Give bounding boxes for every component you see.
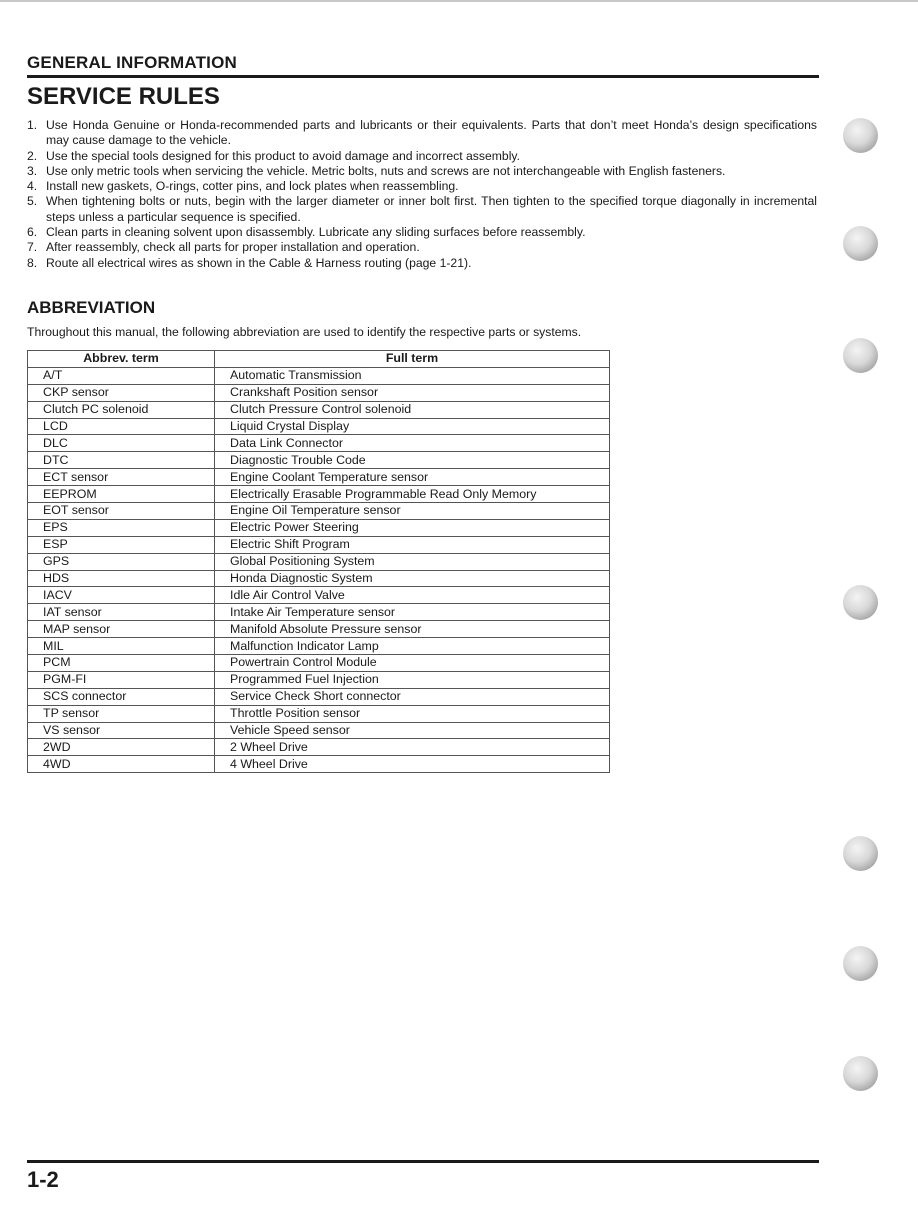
abbrev-term-cell: LCD: [28, 418, 215, 435]
table-row: [28, 587, 610, 604]
full-term-cell: Electrically Erasable Programmable Read Only Memory: [215, 486, 610, 503]
abbrev-term-cell: HDS: [28, 570, 215, 587]
full-term-cell: Electric Power Steering: [215, 519, 610, 536]
page-number: 1-2: [27, 1167, 59, 1192]
abbrev-term-cell: DLC: [28, 435, 215, 452]
rule-item: [27, 256, 817, 271]
full-term-cell: Liquid Crystal Display: [215, 418, 610, 435]
rule-text: Clean parts in cleaning solvent upon disassembly. Lubricate any sliding surfaces before reassembly.: [46, 225, 586, 240]
abbrev-term-cell: MAP sensor: [28, 621, 215, 638]
full-term-cell: Global Positioning System: [215, 553, 610, 570]
rule-text: After reassembly, check all parts for proper installation and operation.: [46, 240, 420, 255]
full-term-cell: Throttle Position sensor: [215, 705, 610, 722]
binder-hole-icon: [843, 585, 878, 620]
full-term-cell: Service Check Short connector: [215, 688, 610, 705]
abbrev-term-cell: IAT sensor: [28, 604, 215, 621]
full-term-cell: Clutch Pressure Control solenoid: [215, 401, 610, 418]
abbrev-term-cell: A/T: [28, 367, 215, 384]
rule-number: 3.: [27, 163, 38, 178]
rule-text: Use Honda Genuine or Honda-recommended parts and lubricants or their equivalents. Parts that don’t meet Honda’s design specifications may cause damage to the vehicle.: [46, 118, 817, 148]
full-term-cell: 4 Wheel Drive: [215, 756, 610, 773]
table-row: [28, 536, 610, 553]
rule-text: Route all electrical wires as shown in the Cable & Harness routing (page 1-21).: [46, 255, 472, 270]
table-row: [28, 519, 610, 536]
full-term-cell: Programmed Fuel Injection: [215, 671, 610, 688]
binder-hole-icon: [843, 1056, 878, 1091]
table-row: [28, 688, 610, 705]
header-rule: [27, 75, 819, 78]
table-row: [28, 621, 610, 638]
table-row: [28, 503, 610, 520]
table-row: [28, 384, 610, 401]
footer-rule: [27, 1160, 819, 1163]
table-row: [28, 722, 610, 739]
abbrev-term-cell: CKP sensor: [28, 384, 215, 401]
rule-number: 2.: [27, 148, 38, 163]
full-term-cell: Honda Diagnostic System: [215, 570, 610, 587]
table-row: [28, 756, 610, 773]
abbrev-term-cell: PCM: [28, 655, 215, 672]
full-term-cell: Engine Oil Temperature sensor: [215, 503, 610, 520]
abbrev-term-cell: 2WD: [28, 739, 215, 756]
table-row: [28, 367, 610, 384]
abbrev-term-cell: VS sensor: [28, 722, 215, 739]
full-term-cell: Idle Air Control Valve: [215, 587, 610, 604]
full-term-cell: Manifold Absolute Pressure sensor: [215, 621, 610, 638]
table-row: [28, 604, 610, 621]
rule-text: When tightening bolts or nuts, begin with the larger diameter or inner bolt first. Then tighten to the specified torque diagonally in incremental steps unless a particular sequence is specified.: [46, 194, 817, 224]
abbreviation-heading: ABBREVIATION: [27, 298, 156, 317]
column-header-full: Full term: [215, 351, 610, 368]
rule-text: Install new gaskets, O-rings, cotter pins, and lock plates when reassembling.: [46, 179, 459, 194]
abbrev-term-cell: IACV: [28, 587, 215, 604]
rule-item: [27, 225, 817, 240]
rule-item: [27, 149, 817, 164]
full-term-cell: Engine Coolant Temperature sensor: [215, 469, 610, 486]
full-term-cell: Vehicle Speed sensor: [215, 722, 610, 739]
page-header: [27, 52, 819, 112]
abbrev-term-cell: Clutch PC solenoid: [28, 401, 215, 418]
abbrev-term-cell: ESP: [28, 536, 215, 553]
binder-hole-icon: [843, 836, 878, 871]
table-header-row: [28, 351, 610, 368]
column-header-abbrev: Abbrev. term: [28, 351, 215, 368]
top-edge-rule: [0, 0, 918, 2]
rule-item: [27, 240, 817, 255]
abbreviation-table: [27, 350, 610, 773]
abbrev-term-cell: MIL: [28, 638, 215, 655]
rule-text: Use only metric tools when servicing the vehicle. Metric bolts, nuts and screws are not interchangeable with English fasteners.: [46, 163, 726, 178]
table-row: [28, 570, 610, 587]
table-row: [28, 418, 610, 435]
rule-item: [27, 164, 817, 179]
table-row: [28, 739, 610, 756]
rule-number: 8.: [27, 255, 38, 270]
rule-number: 1.: [27, 118, 38, 132]
table-row: [28, 469, 610, 486]
table-row: [28, 401, 610, 418]
rule-number: 4.: [27, 179, 38, 194]
full-term-cell: Intake Air Temperature sensor: [215, 604, 610, 621]
abbrev-term-cell: SCS connector: [28, 688, 215, 705]
abbrev-term-cell: DTC: [28, 452, 215, 469]
binder-hole-icon: [843, 946, 878, 981]
table-row: [28, 671, 610, 688]
abbrev-term-cell: GPS: [28, 553, 215, 570]
abbrev-term-cell: 4WD: [28, 756, 215, 773]
table-row: [28, 435, 610, 452]
table-row: [28, 638, 610, 655]
abbrev-term-cell: PGM-FI: [28, 671, 215, 688]
table-row: [28, 705, 610, 722]
abbrev-term-cell: TP sensor: [28, 705, 215, 722]
abbreviation-table-body: [28, 367, 610, 772]
full-term-cell: Powertrain Control Module: [215, 655, 610, 672]
full-term-cell: Crankshaft Position sensor: [215, 384, 610, 401]
service-rules-list: [27, 118, 817, 271]
binder-hole-icon: [843, 338, 878, 373]
rule-text: Use the special tools designed for this product to avoid damage and incorrect assembly.: [46, 148, 520, 163]
section-label: GENERAL INFORMATION: [27, 53, 237, 72]
table-row: [28, 553, 610, 570]
binder-hole-icon: [843, 226, 878, 261]
table-row: [28, 655, 610, 672]
abbrev-term-cell: EEPROM: [28, 486, 215, 503]
page-title: SERVICE RULES: [27, 83, 220, 110]
rule-number: 6.: [27, 225, 38, 240]
rule-number: 7.: [27, 240, 38, 255]
full-term-cell: 2 Wheel Drive: [215, 739, 610, 756]
full-term-cell: Malfunction Indicator Lamp: [215, 638, 610, 655]
rule-number: 5.: [27, 194, 38, 209]
rule-item: [27, 179, 817, 194]
table-row: [28, 486, 610, 503]
full-term-cell: Data Link Connector: [215, 435, 610, 452]
rule-item: [27, 118, 817, 149]
abbrev-term-cell: ECT sensor: [28, 469, 215, 486]
table-row: [28, 452, 610, 469]
full-term-cell: Diagnostic Trouble Code: [215, 452, 610, 469]
abbrev-term-cell: EOT sensor: [28, 503, 215, 520]
full-term-cell: Automatic Transmission: [215, 367, 610, 384]
abbreviation-intro: Throughout this manual, the following abbreviation are used to identify the respective parts or systems.: [27, 325, 582, 339]
rule-item: [27, 194, 817, 225]
abbrev-term-cell: EPS: [28, 519, 215, 536]
binder-hole-icon: [843, 118, 878, 153]
full-term-cell: Electric Shift Program: [215, 536, 610, 553]
